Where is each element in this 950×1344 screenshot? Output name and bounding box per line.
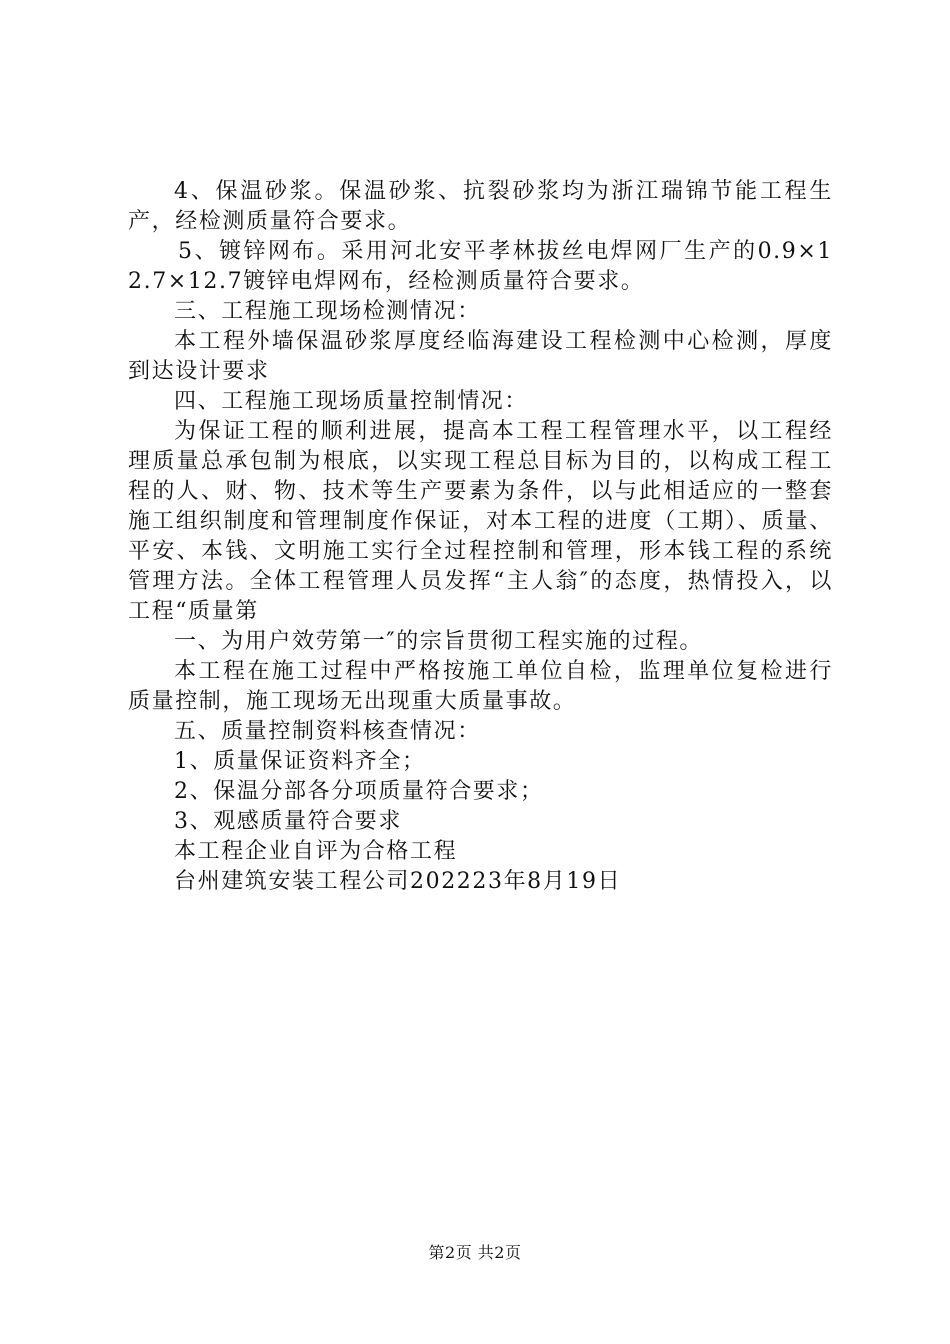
paragraph-insulation-mortar: 4、保温砂浆。保温砂浆、抗裂砂浆均为浙江瑞锦节能工程生产，经检测质量符合要求。 xyxy=(128,179,833,234)
paragraph-thickness-test: 本工程外墙保温砂浆厚度经临海建设工程检测中心检测，厚度到达设计要求 xyxy=(128,329,833,384)
signature-company-date: 台州建筑安装工程公司202223年8月19日 xyxy=(174,869,622,894)
paragraph-self-inspection: 本工程在施工过程中严格按施工单位自检，监理单位复检进行质量控制，施工现场无出现重大质量事故。 xyxy=(128,659,833,714)
section-heading-quality-control: 四、工程施工现场质量控制情况： xyxy=(174,389,529,414)
list-item-appearance-compliant: 3、观感质量符合要求 xyxy=(174,809,402,834)
document-body xyxy=(128,177,833,897)
paragraph-galvanized-mesh: 5、镀锌网布。采用河北安平孝林拔丝电焊网厂生产的0.9×12.7×12.7镀锌电焊网布，经检测质量符合要求。 xyxy=(128,239,833,294)
paragraph-self-evaluation: 本工程企业自评为合格工程 xyxy=(174,839,458,864)
page-number-footer: 第2页 共2页 xyxy=(428,1243,522,1262)
list-item-documents-complete: 1、质量保证资料齐全； xyxy=(174,749,426,774)
list-item-subitems-compliant: 2、保温分部各分项质量符合要求； xyxy=(174,779,544,804)
paragraph-customer-service: 一、为用户效劳第一″的宗旨贯彻工程实施的过程。 xyxy=(174,629,704,654)
section-heading-site-inspection: 三、工程施工现场检测情况： xyxy=(174,299,481,324)
section-heading-document-review: 五、质量控制资料核查情况： xyxy=(174,719,481,744)
paragraph-quality-management: 为保证工程的顺利进展，提高本工程工程管理水平，以工程经理质量总承包制为根底，以实现工程总目标为目的，以构成工程工程的人、财、物、技术等生产要素为条件，以与此相适应的一整套施工组织制度和管理制度作保证，对本工程的进度（工期）、质量、平安、本钱、文明施工实行全过程控制和管理，形本钱工程的系统管理方法。全体工程管理人员发挥“主人翁″的态度，热情投入，以工程“质量第 xyxy=(128,419,833,624)
